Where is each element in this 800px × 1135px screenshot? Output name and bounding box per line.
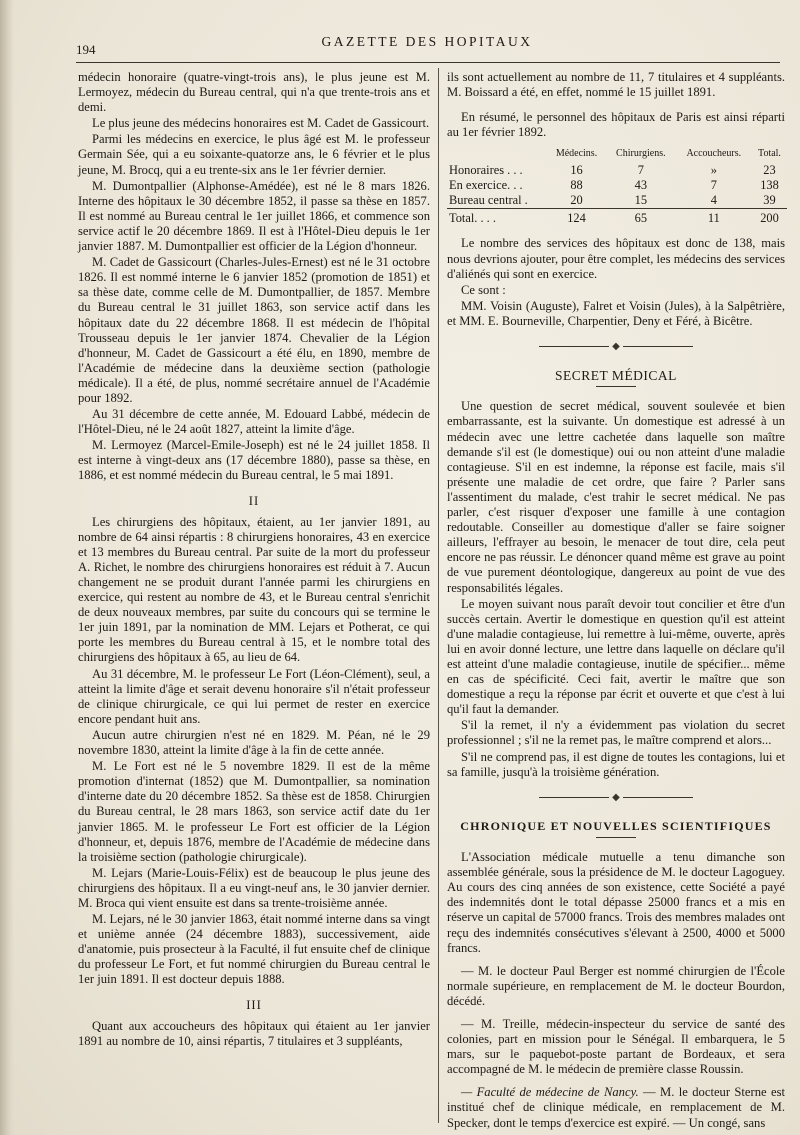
paragraph: Ce sont : bbox=[461, 282, 506, 297]
paragraph: Le moyen suivant nous paraît devoir tout concilier et être d'un succès certain. Avertir le domestique en question qu'il est atteint d'une maladie contagieuse, lui remettre à lui-même, ouverte, après lui en avoir donné lecture, une lettre dans laquelle on déclare qu'il est atteint d'une maladie contagieuse, inutile de spécifier... même en cas de spécificité. Ceci fait, avertir le maître que son domestique a reçu la réponse par écrit et ouverte et que c'est à lui qu'il faut la demander. bbox=[447, 596, 785, 717]
paragraph: — M. le docteur Paul Berger est nommé chirurgien de l'École normale supérieure, en remplacement de M. le docteur Bourdon, décédé. bbox=[447, 963, 785, 1008]
paragraph: Parmi les médecins en exercice, le plus âgé est M. le professeur Germain Sée, qui a eu soixante-quatorze ans, le 6 février et le plus jeune, M. Brocq, qui a eu trente-six ans le 1er février dernier. bbox=[78, 132, 430, 177]
table-row bbox=[447, 163, 787, 178]
table-total-row bbox=[447, 209, 787, 227]
faculty-name: — Faculté de médecine de Nancy. bbox=[461, 1085, 639, 1100]
table-cell: » bbox=[710, 163, 717, 178]
paragraph: S'il la remet, il n'y a évidemment pas violation du secret professionnel ; s'il ne la remet pas, le maître comprend et alors... bbox=[447, 718, 785, 748]
column-divider bbox=[438, 68, 439, 1123]
table-cell: 65 bbox=[606, 209, 676, 227]
paragraph: M. Lejars, né le 30 janvier 1863, était nommé interne dans sa vingt et unième année (24 décembre 1883), successivement, aide d'anatomie, puis prosecteur à la Faculté, il fut ensuite chef de clinique du professeur Le Fort, et fut nommé chirurgien du Bureau central le 1er juin 1891. Il est docteur depuis 1888. bbox=[78, 912, 430, 987]
paragraph: M. Le Fort est né le 5 novembre 1829. Il est de la même promotion d'internat (1852) que M. Dumontpallier, sa nomination d'interne date du 20 décembre 1852. Sa thèse est de 1858. Chirurgien du Bureau central, le 28 mars 1863, son service actif date du 1er janvier 1865. M. le professeur Le Fort est officier de la Légion d'honneur, et, depuis 1876, membre de l'Académie de médecine dans la troisième section (pathologie chirurgicale). bbox=[78, 759, 430, 864]
paragraph: L'Association médicale mutuelle a tenu dimanche son assemblée générale, sous la présidence de M. le docteur Lagoguey. Au cours des cinq années de son existence, cette Société a payé des indemnités dont le total dépasse 25000 francs et a mis en réserve un capital de 57000 francs. Trois des membres malades ont reçu des indemnités consécutives s'élevant à 2500, 4000 et 5000 francs. bbox=[447, 850, 785, 955]
table-cell: 15 bbox=[634, 193, 648, 208]
table-cell: 16 bbox=[570, 163, 583, 178]
page-number: 194 bbox=[76, 42, 96, 57]
table-cell: En exercice. . . bbox=[449, 178, 523, 193]
left-column bbox=[78, 70, 430, 1049]
title-underline bbox=[596, 386, 636, 387]
section-number-iii: III bbox=[246, 997, 262, 1012]
staff-summary-table bbox=[447, 146, 787, 226]
paragraph: Au 31 décembre de cette année, M. Edouard Labbé, médecin de l'Hôtel-Dieu, né le 24 août 1827, atteint la limite d'âge. bbox=[78, 407, 430, 437]
paragraph: M. Lejars (Marie-Louis-Félix) est de beaucoup le plus jeune des chirurgiens des hôpitaux. Il a eu vingt-neuf ans, le 30 janvier dernier. M. Broca qui vient ensuite est dans sa trente-troisième année. bbox=[78, 865, 430, 910]
table-header-cell: Accoucheurs. bbox=[686, 148, 742, 160]
section-ornament: ◆ bbox=[447, 339, 785, 354]
table-cell: Bureau central . bbox=[449, 193, 528, 208]
table-header-cell: Médecins. bbox=[555, 148, 598, 160]
table-cell: 200 bbox=[752, 209, 787, 227]
table-header-row bbox=[447, 146, 787, 163]
table-cell: 39 bbox=[763, 193, 776, 208]
paragraph: Au 31 décembre, M. le professeur Le Fort (Léon-Clément), seul, a atteint la limite d'âge et serait devenu honoraire s'il n'était professeur de clinique chirurgicale, ce qui lui permet de rester en exercice encore pendant huit ans. bbox=[78, 666, 430, 726]
table-row bbox=[447, 193, 787, 209]
table-cell: 138 bbox=[760, 178, 779, 193]
paragraph bbox=[447, 1085, 785, 1130]
table-cell: 124 bbox=[547, 209, 606, 227]
table-cell: 88 bbox=[570, 178, 583, 193]
table-header-cell: Chirurgiens. bbox=[616, 148, 666, 160]
table-cell: 7 bbox=[710, 178, 717, 193]
table-cell: 11 bbox=[676, 209, 752, 227]
table-header-cell bbox=[447, 146, 547, 163]
table-cell: Total. . . . bbox=[447, 209, 547, 227]
section-title-secret-medical: SECRET MÉDICAL bbox=[555, 368, 677, 384]
section-title-chronique: CHRONIQUE ET NOUVELLES SCIENTIFIQUES bbox=[460, 818, 772, 833]
paragraph: Le plus jeune des médecins honoraires est M. Cadet de Gassicourt. bbox=[92, 116, 430, 131]
paragraph: M. Cadet de Gassicourt (Charles-Jules-Ernest) est né le 31 octobre 1826. Il est nommé interne le 6 janvier 1852 (promotion de 1851) et sa thèse date, comme celle de M. Dumontpallier, de 1857. Membre du Bureau central le 31 juillet 1863, son service actif dans les hôpitaux date du 22 décembre 1868. Il est médecin de l'hôpital Trousseau depuis le 1er janvier 1874. Chevalier de la Légion d'honneur, M. Cadet de Gassicourt a été élu, en 1890, membre de l'Académie de médecine dans la deuxième section (pathologie médicale). Il a été, de plus, nommé secrétaire annuel de l'Académie pour 1892. bbox=[78, 255, 430, 405]
paragraph: S'il ne comprend pas, il est digne de toutes les contagions, lui et sa famille, jusqu'à la troisième génération. bbox=[447, 749, 785, 779]
paragraph-text: — M. le docteur Sterne est institué chef de clinique médicale, en remplacement de M. Specker, dont le temps d'exercice est expiré. — Un congé, sans bbox=[447, 1085, 785, 1130]
table-cell: Honoraires . . . bbox=[449, 163, 523, 178]
paragraph: Le nombre des services des hôpitaux est donc de 138, mais nous devrions ajouter, pour être complet, les médecins des services d'aliénés qui sont en exercice. bbox=[447, 236, 785, 281]
right-column bbox=[447, 70, 785, 1131]
section-ornament: ◆ bbox=[447, 790, 785, 805]
table-cell: 4 bbox=[710, 193, 717, 208]
table-header-cell: Total. bbox=[758, 148, 781, 160]
paragraph: Une question de secret médical, souvent soulevée et bien embarrassante, est la suivante. Un domestique est adressé à un médecin avec une lettre cachetée dans laquelle son maître demande s'il est (le domestique) oui ou non atteint d'une maladie contagieuse. S'il en est indemne, la réponse est facile, mais s'il présente une maladie de cet ordre, que faire ? Parler sans l'assentiment du malade, c'est trahir le secret médical. Ne pas parler, c'est risquer d'exposer une famille à une contagion redoutable. Conseiller au domestique d'aller se faire soigner ailleurs, l'effrayer au besoin, le menacer de tout dire, cela peut encore ne pas réussir. Le dénoncer quand même est grave au point de vue purement déontologique, dangereux au point de vue des responsabilités légales. bbox=[447, 399, 785, 595]
running-title: GAZETTE DES HOPITAUX bbox=[321, 34, 533, 49]
paragraph: Quant aux accoucheurs des hôpitaux qui étaient au 1er janvier 1891 au nombre de 10, ainsi répartis, 7 titulaires et 3 suppléants, bbox=[78, 1018, 430, 1048]
header-rule bbox=[76, 62, 780, 63]
table-row bbox=[447, 178, 787, 193]
page-header bbox=[76, 34, 778, 56]
table-cell: 7 bbox=[637, 163, 644, 178]
paragraph: En résumé, le personnel des hôpitaux de Paris est ainsi réparti au 1er février 1892. bbox=[447, 110, 785, 140]
paragraph: M. Dumontpallier (Alphonse-Amédée), est né le 8 mars 1826. Interne des hôpitaux le 30 décembre 1852, il passe sa thèse en 1857. Il est nommé au Bureau central le 1er juillet 1866, et commence son service actif le 20 décembre 1869. Il est à l'Hôtel-Dieu depuis le 1er janvier 1887. M. Dumontpallier est officier de la Légion d'honneur. bbox=[78, 178, 430, 254]
paragraph: M. Lermoyez (Marcel-Emile-Joseph) est né le 24 juillet 1858. Il est interne à vingt-deux ans (17 décembre 1880), passe sa thèse, en 1886, et est nommé médecin du Bureau central, le 5 mai 1891. bbox=[78, 438, 430, 483]
paragraph: Aucun autre chirurgien n'est né en 1829. M. Péan, né le 29 novembre 1830, atteint la limite d'âge à la fin de cette année. bbox=[78, 727, 430, 758]
paragraph: Les chirurgiens des hôpitaux, étaient, au 1er janvier 1891, au nombre de 64 ainsi répartis : 8 chirurgiens honoraires, 43 en exercice et 13 membres du Bureau central. Par suite de la mort du professeur A. Richet, le nombre des chirurgiens honoraires est réduit à 7. Aucun changement ne se produit durant l'année parmi les chirurgiens en exercice, qui restent au nombre de 43, et le Bureau central s'enrichit de deux nouveaux membres, par suite du concours qui se termine le 1er juin 1891, par la nomination de MM. Lejars et Potherat, ce qui porte les membres du Bureau central à 15, et le nombre total des chirurgiens des hôpitaux à 65, au lieu de 64. bbox=[78, 514, 430, 665]
table-cell: 23 bbox=[763, 163, 776, 178]
paragraph: — M. Treille, médecin-inspecteur du service de santé des colonies, part en mission pour le Sénégal. Il embarquera, le 5 mars, sur le paquebot-poste partant de Bordeaux, et sera accompagné de M. le médecin de première classe Roussin. bbox=[447, 1017, 785, 1077]
section-number-ii: II bbox=[248, 493, 260, 508]
paragraph: ils sont actuellement au nombre de 11, 7 titulaires et 4 suppléants. M. Boissard a été, en effet, nommé le 15 juillet 1891. bbox=[447, 70, 785, 100]
title-underline bbox=[596, 837, 636, 838]
paragraph: MM. Voisin (Auguste), Falret et Voisin (Jules), à la Salpêtrière, et MM. E. Bourneville, Charpentier, Deny et Féré, à Bicêtre. bbox=[447, 298, 785, 328]
paragraph: médecin honoraire (quatre-vingt-trois ans), le plus jeune est M. Lermoyez, médecin du Bureau central, qui n'a que trente-trois ans et demi. bbox=[78, 70, 430, 115]
table-cell: 43 bbox=[634, 178, 648, 193]
table-cell: 20 bbox=[570, 193, 583, 208]
page-binding-shadow bbox=[0, 0, 14, 1135]
